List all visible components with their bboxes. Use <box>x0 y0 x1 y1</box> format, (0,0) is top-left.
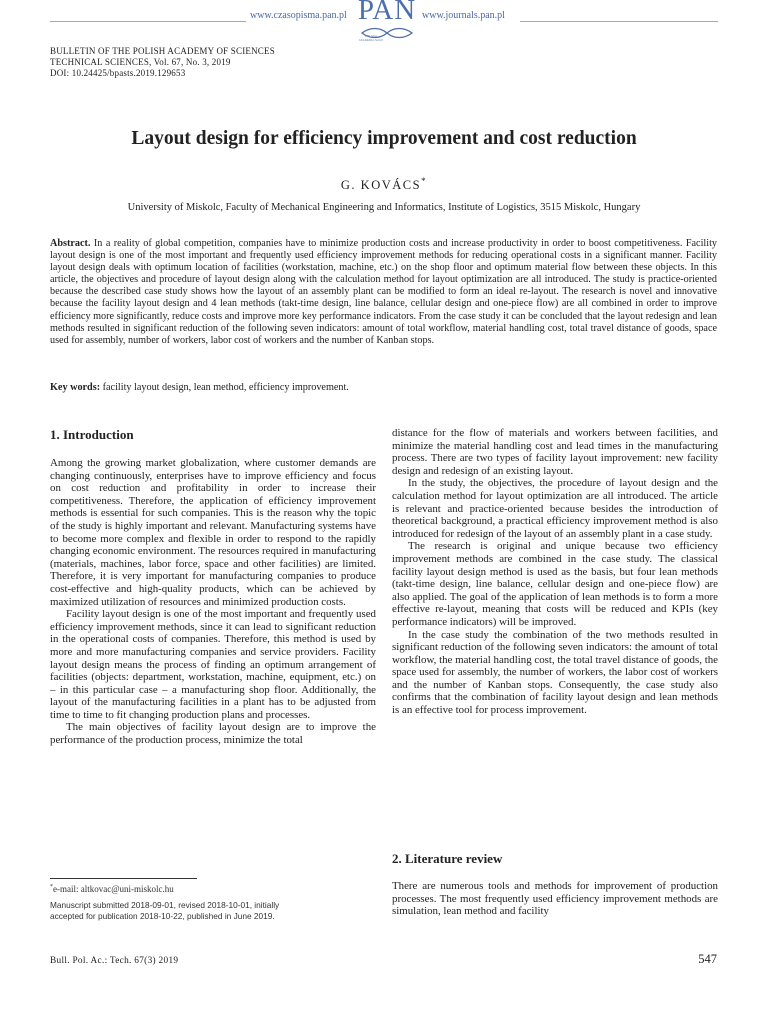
paragraph: The research is original and unique because two efficiency improvement methods are combined in the case study. The classical facility layout design method is used as the basis, but four lean methods (takt-time design, line balance, cellular design and one-piece flow) are also applied. The goal of the application of lean methods is to form a more effective re-layout, meaning that costs will be reduced and KPIs (key performance indicators) will be improved. <box>392 540 718 628</box>
section-heading-introduction: 1. Introduction <box>50 427 134 442</box>
keywords-text: facility layout design, lean method, efficiency improvement. <box>102 382 349 393</box>
paragraph: Facility layout design is one of the most important and frequently used efficiency improvement methods, since it can lead to significant reduction in the operational costs of companies. Therefore, this method is used by more and more manufacturing companies and service providers. Facility layout design means the process of finding an optimum arrangement of facilities (objects: department, workstation, machine, equipment, etc.) on – in this particular case – a manufacturing shop floor. Additionally, the layout of the manufacturing facilities in a plant has to be adjusted from time to time to fit changing production plans and processes. <box>50 608 376 721</box>
paragraph: In the case study the combination of the two methods resulted in significant reduction of the following seven indicators: the amount of total workflow, the material handling cost, the total travel distance of goods, the space used for assembly, the number of workers, the labor cost of workers and the number of Kanban stops. Consequently, the case study also confirms that the combination of facility layout design and lean methods is an effective tool for process improvement. <box>392 628 718 717</box>
header-url-left[interactable]: www.czasopisma.pan.pl <box>250 10 347 21</box>
paper-title: Layout design for efficiency improvement and cost reduction <box>131 128 637 149</box>
section-heading-literature-review: 2. Literature review <box>392 851 503 866</box>
author-footnote-mark: * <box>421 176 428 186</box>
left-column <box>50 457 376 747</box>
footnote-manuscript-dates: Manuscript submitted 2018-09-01, revised 2018-10-01, initially accepted for publication 2018-10-22, published in June 2019. <box>50 900 280 921</box>
pan-logo-text: PAN <box>357 0 417 26</box>
paragraph: distance for the flow of materials and workers between facilities, and minimize the material handling cost and lead times in the manufacturing process. There are two types of facility layout improvement: new facility design and redesign of an existing layout. <box>392 427 718 477</box>
right-column-section2 <box>392 880 718 918</box>
journal-name: BULLETIN OF THE POLISH ACADEMY OF SCIENCES <box>50 46 275 56</box>
header-rule-left <box>50 21 246 22</box>
header-rule-right <box>520 21 718 22</box>
author-line <box>0 176 768 193</box>
right-column <box>392 427 718 717</box>
paragraph: The main objectives of facility layout design are to improve the performance of the production process, minimize the total <box>50 721 376 747</box>
author-email[interactable]: e-mail: altkovac@uni-miskolc.hu <box>53 884 174 894</box>
author-name: G. KOVÁCS <box>340 178 422 193</box>
abstract <box>50 238 717 347</box>
journal-doi[interactable]: DOI: 10.24425/bpasts.2019.129653 <box>50 68 186 78</box>
paragraph: In the study, the objectives, the procedure of layout design and the calculation method for layout optimization are all introduced. The article is relevant and practice-oriented because besides the introduction of theoretical background, a practical efficiency improvement method is also introduced for redesign of the layout of an assembly plant in a case study. <box>392 477 718 540</box>
journal-volume: TECHNICAL SCIENCES, Vol. 67, No. 3, 2019 <box>50 57 231 67</box>
keywords-label: Key words: <box>50 382 101 393</box>
paragraph: Among the growing market globalization, where customer demands are changing continuously, enterprises have to improve efficiency and focus on cost reduction and profitability in order to increase their competitiveness. Therefore, the application of efficiency improvement methods is essential for such companies. This is the reason why the topic of the study is highly important and relevant. Manufacturing systems have to become more complex and flexible in order to respond to the rapidly changing economic environment. The resources required in manufacturing (materials, machines, labor force, space and other facilities) are limited. Therefore, it is very important for manufacturing companies to produce cost-effective and high-quality products, which can be achieved by maximized utilization of resources and minimized production costs. <box>50 457 376 608</box>
paragraph: There are numerous tools and methods for improvement of production processes. The most frequently used efficiency improvement methods are simulation, lean method and facility <box>392 880 718 918</box>
page-number: 547 <box>698 952 717 966</box>
header-url-right[interactable]: www.journals.pan.pl <box>422 10 505 21</box>
footnote-email <box>50 882 174 895</box>
pan-logo <box>356 0 418 44</box>
footer-citation: Bull. Pol. Ac.: Tech. 67(3) 2019 <box>50 956 179 966</box>
abstract-label: Abstract. <box>50 238 91 249</box>
keywords <box>50 382 717 394</box>
journal-info <box>50 46 275 79</box>
abstract-text: In a reality of global competition, companies have to minimize production costs and increase productivity in order to boost competitiveness. Facility layout design is one of the most important and frequently used efficiency improvement methods for reducing operational costs in a significant manner. Facility layout design deals with optimum location of facilities (workstation, machine, etc.) on the shop floor and optimum material flow between these objects. In this article, the objectives and procedure of layout design along with the calculation method for layout optimization are all introduced. The study is practice-oriented because the described case study shows how the layout of an assembly plant can be modified to form an ideal re-layout. The research is novel and innovative because the facility layout design and 4 lean methods (takt-time design, line balance, cellular design and one-piece flow) are all combined in order to improve efficiency more significantly, reduce costs and improve more key performance indicators. From the case study it can be concluded that the layout redesign and lean methods resulted in significant reduction of the following seven indicators: amount of total workflow, material handling cost, total travel distance of goods, space used for assembly, number of workers, labor cost of workers and the number of Kanban stops. <box>50 238 717 346</box>
footnote-rule <box>50 878 197 879</box>
affiliation: University of Miskolc, Faculty of Mechanical Engineering and Informatics, Institute of Logistics, 3515 Miskolc, Hungary <box>127 202 641 213</box>
pan-logo-subtext: POLSKA AKADEMIA NAUK <box>358 34 384 42</box>
footnote-mark: * <box>50 884 53 890</box>
